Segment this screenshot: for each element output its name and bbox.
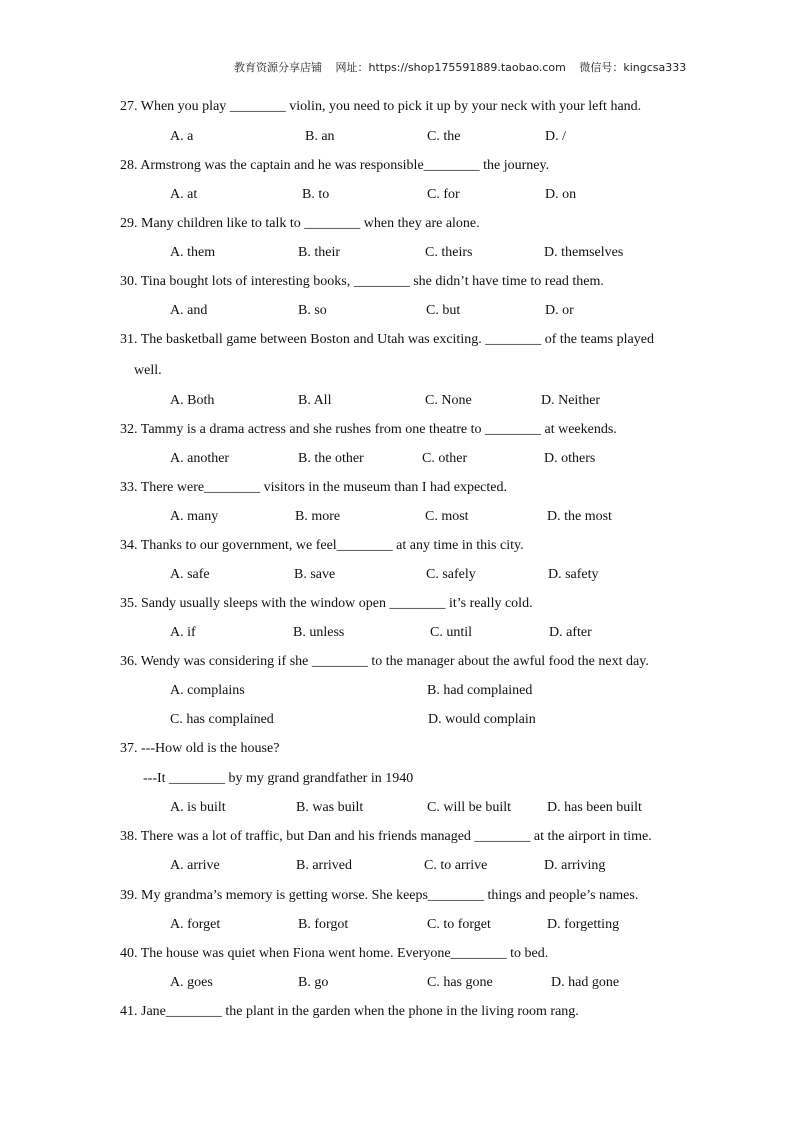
question-38: 38. There was a lot of traffic, but Dan and his friends managed ________ at the airport in time. <box>120 829 652 844</box>
question-41: 41. Jane________ the plant in the garden when the phone in the living room rang. <box>120 1004 579 1019</box>
option-a: A. if <box>170 625 196 640</box>
option-a: A. a <box>170 129 194 144</box>
option-d: D. had gone <box>551 975 620 990</box>
question-32: 32. Tammy is a drama actress and she rushes from one theatre to ________ at weekends. <box>120 422 617 437</box>
option-a: A. forget <box>170 917 221 932</box>
option-d: D. or <box>545 303 574 318</box>
option-a: A. them <box>170 245 216 260</box>
page-header <box>234 59 696 75</box>
question-30: 30. Tina bought lots of interesting books, ________ she didn’t have time to read them. <box>120 274 604 289</box>
option-b: B. was built <box>296 800 364 815</box>
option-c: C. to arrive <box>424 858 488 873</box>
option-b: B. All <box>298 393 332 408</box>
question-37: 37. ---How old is the house? <box>120 741 280 756</box>
option-b: B. had complained <box>427 683 533 698</box>
option-d: D. would complain <box>428 712 536 727</box>
option-c: C. but <box>426 303 461 318</box>
question-39: 39. My grandma’s memory is getting worse. She keeps________ things and people’s names. <box>120 888 639 903</box>
question-33: 33. There were________ visitors in the museum than I had expected. <box>120 480 507 495</box>
option-d: D. arriving <box>544 858 606 873</box>
option-a: A. and <box>170 303 208 318</box>
option-a: A. safe <box>170 567 210 582</box>
option-c: C. other <box>422 451 468 466</box>
option-d: D. / <box>545 129 566 144</box>
option-b: B. go <box>298 975 329 990</box>
option-c: C. the <box>427 129 461 144</box>
question-40: 40. The house was quiet when Fiona went home. Everyone________ to bed. <box>120 946 549 961</box>
option-a: A. Both <box>170 393 215 408</box>
question-35: 35. Sandy usually sleeps with the window open ________ it’s really cold. <box>120 596 533 611</box>
option-c: C. most <box>425 509 469 524</box>
option-a: A. many <box>170 509 219 524</box>
option-c: C. safely <box>426 567 476 582</box>
option-c: C. for <box>427 187 460 202</box>
option-a: A. arrive <box>170 858 220 873</box>
question-28: 28. Armstrong was the captain and he was responsible________ the journey. <box>120 158 550 173</box>
option-b: B. their <box>298 245 340 260</box>
wechat-id: 微信号：kingcsa333 <box>579 61 687 74</box>
option-a: A. goes <box>170 975 213 990</box>
question-36: 36. Wendy was considering if she ________ to the manager about the awful food the next day. <box>120 654 649 669</box>
option-c: C. None <box>425 393 472 408</box>
option-a: A. is built <box>170 800 226 815</box>
option-d: D. on <box>545 187 577 202</box>
option-a: A. another <box>170 451 230 466</box>
option-b: B. forgot <box>298 917 349 932</box>
option-d: D. forgetting <box>547 917 620 932</box>
option-b: B. the other <box>298 451 364 466</box>
option-b: B. save <box>294 567 336 582</box>
option-d: D. safety <box>548 567 599 582</box>
question-29: 29. Many children like to talk to ________ when they are alone. <box>120 216 480 231</box>
question-34: 34. Thanks to our government, we feel________ at any time in this city. <box>120 538 524 553</box>
option-d: D. themselves <box>544 245 624 260</box>
option-c: C. has gone <box>427 975 493 990</box>
option-a: A. at <box>170 187 198 202</box>
option-c: C. to forget <box>427 917 491 932</box>
question-37-dialogue: ---It ________ by my grand grandfather in 1940 <box>143 771 414 786</box>
option-d: D. others <box>544 451 596 466</box>
shop-name: 教育资源分享店铺 <box>234 61 322 74</box>
option-d: D. Neither <box>541 393 601 408</box>
option-c: C. has complained <box>170 712 274 727</box>
question-31: 31. The basketball game between Boston and Utah was exciting. ________ of the teams played <box>120 332 654 347</box>
shop-url: 网址：https://shop175591889.taobao.com <box>335 61 566 74</box>
option-b: B. more <box>295 509 341 524</box>
option-d: D. after <box>549 625 592 640</box>
question-31-continuation: well. <box>134 363 162 378</box>
option-b: B. so <box>298 303 327 318</box>
option-b: B. unless <box>293 625 345 640</box>
option-c: C. theirs <box>425 245 473 260</box>
option-d: D. the most <box>547 509 612 524</box>
option-c: C. until <box>430 625 473 640</box>
question-27: 27. When you play ________ violin, you need to pick it up by your neck with your left hand. <box>120 99 642 114</box>
option-b: B. to <box>302 187 330 202</box>
option-d: D. has been built <box>547 800 642 815</box>
option-b: B. arrived <box>296 858 352 873</box>
option-a: A. complains <box>170 683 245 698</box>
option-c: C. will be built <box>427 800 511 815</box>
option-b: B. an <box>305 129 335 144</box>
